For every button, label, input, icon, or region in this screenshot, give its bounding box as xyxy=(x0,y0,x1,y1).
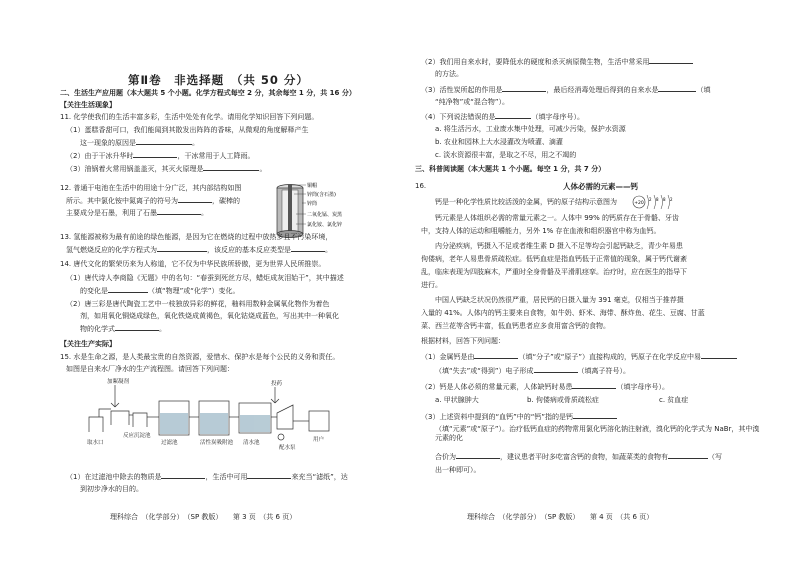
page-4 xyxy=(397,0,794,562)
q13a: 13. 氢能源被称为最有前途的绿色能源，是因为它在燃烧的过程中放热多且不污染环境， xyxy=(60,233,333,241)
q15a: 15. 水是生命之源，是人类最宝贵的自然资源，爱惜水、保护水是每个公民的义务和责任。 xyxy=(60,353,340,361)
p2b: 中，支持人体的运动和咀嚼能力，另外 1% 存在血液和组织器官中称为血钙。 xyxy=(421,227,661,235)
q14: 14. 唐代文化的繁荣历来为人称道，它不仅为中华民族所骄傲，更为世界人民所推崇。 xyxy=(60,260,326,268)
answer-blank[interactable] xyxy=(534,366,578,373)
a2a: （2）钙是人体必须的常量元素，人体缺钙时易患 （填字母序号）。 xyxy=(421,383,669,391)
q11-2: （2）由于干冰升华时 ，干冰常用于人工降雨。 xyxy=(66,152,255,160)
q15-3d: “纯净物”或“混合物”）。 xyxy=(435,98,510,106)
q15-4-opt-a: a. 将生活污水，工业废水集中处理，可减少污染，保护水资源 xyxy=(435,125,626,133)
nucleus-charge: +20 xyxy=(634,201,644,206)
page-footer: 理科综合 （化学部分） （SP 教版） 第 3 页 （共 6 页） xyxy=(110,513,297,521)
answer-blank[interactable] xyxy=(573,412,617,419)
q15-3a: （3）活性炭所起的作用是 ，最后经消毒处理后得到的自来水是 （填 xyxy=(421,86,711,94)
flow-label: 过滤池 xyxy=(161,440,178,446)
q15-1d: 到初步净水的目的。 xyxy=(80,485,143,493)
shell-count: 8 xyxy=(663,197,666,202)
flow-label: 投药 xyxy=(271,381,283,387)
section3-header: 三、科普阅读题（本大题共 1 个小题。每空 1 分，共 7 分） xyxy=(415,165,606,173)
battery-diagram xyxy=(272,180,362,240)
answer-blank[interactable] xyxy=(161,472,205,479)
q12c: 主要成分是石墨，利用了石墨 。 xyxy=(66,209,208,217)
section2-header: 二、生活生产应用题（本大题共 5 个小题。化学方程式每空 2 分，其余每空 1 分，共 16 分） xyxy=(60,89,356,97)
flow-label: 活性炭吸附池 xyxy=(200,440,234,446)
a3b: （填“元素”或“原子”）。治疗低钙血症的药物常用氯化钙溶化钠注射液，溴化钙的化学式为 NaBr，其中溴元素的化 xyxy=(435,425,760,442)
a2-opt-a: a. 甲状腺肿大 xyxy=(435,396,479,404)
flow-label: 取水口 xyxy=(87,440,104,446)
q12b: 所示。其中氯化铵中氮离子的符号为 ，碳棒的 xyxy=(66,197,240,205)
answer-blank[interactable] xyxy=(649,57,693,64)
q16-title: 人体必需的元素——钙 xyxy=(563,182,638,191)
answer-blank[interactable] xyxy=(658,85,696,92)
q14-1b: 的变化是 （填“物理”或“化学”）变化。 xyxy=(80,287,240,295)
answer-blank[interactable] xyxy=(701,352,737,359)
q14-1a: （1）唐代诗人李商隐《无题》中的名句：“春蚕到死丝方尽，蜡炬成灰泪始干”，其中描述 xyxy=(66,274,344,282)
a3a: （3）上述资料中提到的“血钙”中的“钙”指的是钙 xyxy=(421,412,617,422)
a2-opt-b: b. 佝偻病或骨质疏松症 xyxy=(527,396,599,404)
p3b: 佝偻病，老年人易患骨质疏松症。低钙血症是指血钙低于正常值的现象，属于钙代谢紊 xyxy=(421,255,687,263)
q14-2c: 物的化学式 。 xyxy=(80,325,166,333)
q15b: 如图是自来水厂净水的生产流程图。请回答下列问题： xyxy=(66,365,234,373)
water-flow-diagram xyxy=(85,377,345,463)
q15-4-opt-c: c. 淡水资源很丰富，是取之不尽，用之不竭的 xyxy=(435,151,577,159)
q11: 11. 化学使我们的生活丰富多彩，生活中处处有化学。请用化学知识回答下列问题。 xyxy=(60,113,319,121)
p5: 根据材料，回答下列问题： xyxy=(421,337,505,345)
flow-label: 清水池 xyxy=(243,440,260,446)
p2a: 钙元素是人体组织必需的常量元素之一。人体中 99% 的钙质存在于骨骼、牙齿 xyxy=(435,214,680,222)
a2-opt-c: c. 贫血症 xyxy=(659,396,689,404)
a1a: （1）金属钙是由 （填“分子”或“原子”）直接构成的，钙原子在化学反应中易 xyxy=(421,352,737,362)
answer-blank[interactable] xyxy=(572,382,616,389)
answer-blank[interactable] xyxy=(203,164,259,171)
shell-count: 2 xyxy=(649,197,652,202)
p4a: 中国人钙缺乏状况仍然很严重，居民钙的日摄入量为 391 毫克，仅相当于推荐摄 xyxy=(435,296,684,304)
section-title: 第Ⅱ卷 非选择题 （共 50 分） xyxy=(128,73,309,87)
battery-label: 锌筒 xyxy=(307,201,318,207)
battery-label: 锌筒(含石墨) xyxy=(307,192,336,198)
q14-2a: （2）唐三彩是唐代陶瓷工艺中一枝独放异彩的鲜花，釉料用数种金属氧化物作为着色 xyxy=(66,300,330,308)
q13b: 氢气燃烧反应的化学方程式为 ，该反应的基本反应类型是 。 xyxy=(66,246,332,254)
p3a: 内分泌疾病，钙摄入不足或者维生素 D 摄入不足等均会引起钙缺乏，青少年易患 xyxy=(435,242,683,250)
answer-blank[interactable] xyxy=(115,324,159,331)
q15-1a: （1）在过滤池中除去的物质是 ，生活中可用 来充当“滤纸”，达 xyxy=(66,473,348,481)
q16-number: 16. xyxy=(415,182,427,190)
a1c: （填“失去”或“得到”）电子形成 （填离子符号）。 xyxy=(435,367,631,375)
p1: 钙是一种化学性质比较活泼的金属，钙的原子结构示意图为 xyxy=(435,198,617,206)
p4c: 菜、西兰花等含钙丰富，低血钙患者应多食用富含钙的食物。 xyxy=(421,322,610,330)
page-footer: 理科综合 （化学部分） （SP 教版） 第 4 页 （共 6 页） xyxy=(467,513,654,521)
answer-blank[interactable] xyxy=(136,138,192,145)
q12a: 12. 普通干电池在生活中的用途十分广泛，其内部结构如图 xyxy=(60,184,242,192)
answer-blank[interactable] xyxy=(456,452,500,459)
answer-blank[interactable] xyxy=(502,85,546,92)
answer-blank[interactable] xyxy=(178,196,212,203)
calcium-atom-diagram xyxy=(631,192,681,212)
a3c: 合价为 ，建议患者平时多吃富含钙的食物，如蔬菜类的食物有 （写 xyxy=(435,453,722,461)
focus-life-header: 【关注生活现象】 xyxy=(60,101,116,109)
answer-blank[interactable] xyxy=(495,112,531,119)
shell-count: 2 xyxy=(670,197,673,202)
answer-blank[interactable] xyxy=(133,151,177,158)
q11-1a: （1）蛋糕香甜可口，我们能闻到其散发出阵阵的香味，从微观的角度解释产生 xyxy=(66,126,309,134)
q14-2b: 剂，如用氧化铜烧成绿色，氧化铁烧成黄褐色，氧化钴烧成蓝色，写出其中一种氧化 xyxy=(80,312,339,320)
q15-4-opt-b: b. 农业和园林上大水浸灌改为喷灌、滴灌 xyxy=(435,138,563,146)
flow-label: 反应沉淀池 xyxy=(123,433,151,439)
battery-label: 铜帽 xyxy=(307,183,318,189)
p3d: 进行。 xyxy=(421,281,442,289)
flow-label: 用户 xyxy=(313,437,325,443)
answer-blank[interactable] xyxy=(668,452,708,459)
answer-blank[interactable] xyxy=(247,472,291,479)
p4b: 入量的 41%。人体内的钙主要来自食物，如牛奶、虾米、海带、酥炸鱼、花生、豆腐、甘蓝 xyxy=(421,309,705,317)
answer-blank[interactable] xyxy=(474,352,518,359)
flow-label: 配水泵 xyxy=(279,445,296,451)
battery-label: 二氧化锰、炭黑 xyxy=(307,212,343,218)
flow-label: 加絮凝剂 xyxy=(107,379,130,385)
focus-prod-header: 【关注生产实际】 xyxy=(60,340,116,348)
answer-blank[interactable] xyxy=(108,286,148,293)
p3c: 乱，临床表现为四肢麻木，严重时全身骨骼及平滑肌痉挛。治疗时，应在医生的指导下 xyxy=(421,268,687,276)
a3f: 出一种即可）。 xyxy=(435,466,481,474)
answer-blank[interactable] xyxy=(157,245,207,252)
q15-2a: （2）我们用自来水时，要降低水的硬度和杀灭病原微生物，生活中常采用 xyxy=(421,57,693,67)
answer-blank[interactable] xyxy=(291,245,325,252)
q11-3: （3）油锅着火常用锅盖盖灭，其灭火原理是 。 xyxy=(66,165,267,173)
q11-1b: 这一现象的原因是 。 xyxy=(80,139,199,147)
answer-blank[interactable] xyxy=(157,208,201,215)
q15-2b: 的方法。 xyxy=(435,70,463,78)
q15-4: （4）下列说法错误的是 （填字母序号）。 xyxy=(421,113,584,121)
battery-label: 氯化铵、氯化锌 xyxy=(307,222,343,228)
shell-count: 8 xyxy=(656,197,659,202)
